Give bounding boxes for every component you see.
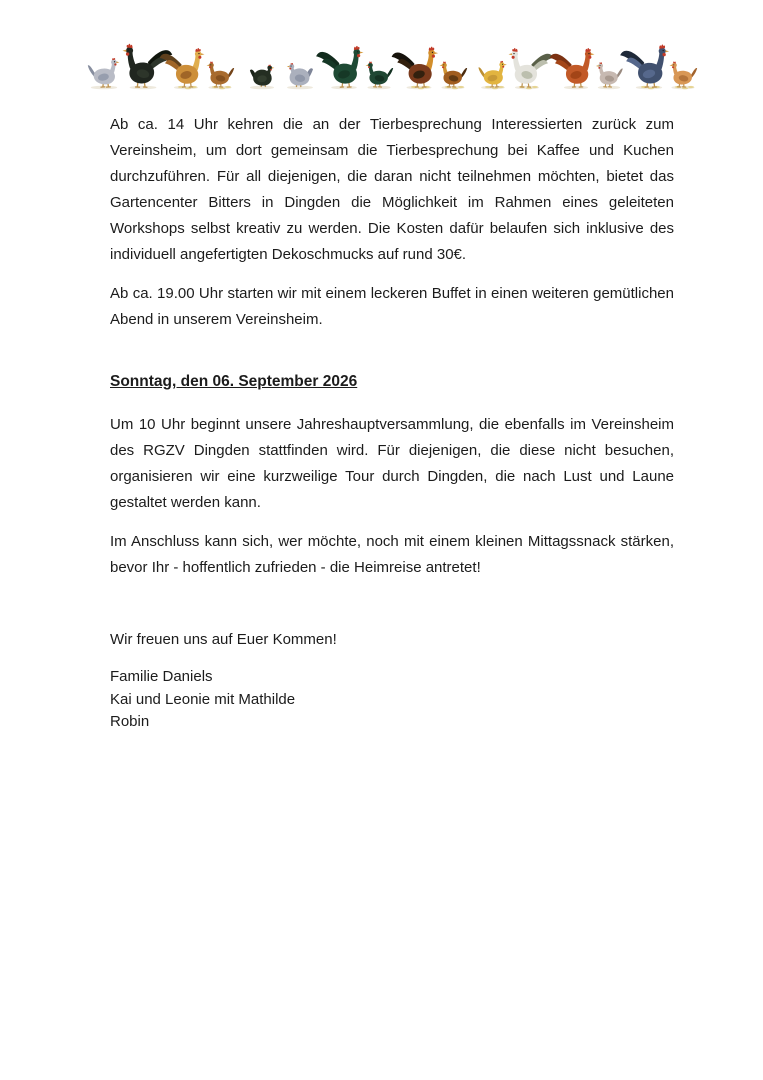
closing-line: Wir freuen uns auf Euer Kommen!	[110, 631, 337, 648]
yellow-hen	[478, 61, 506, 87]
straw-speckle	[688, 86, 694, 88]
ground-shadow	[598, 86, 620, 90]
ground-shadow	[331, 86, 357, 90]
green-rooster	[316, 46, 363, 87]
signature-line-robin: Robin	[110, 713, 150, 730]
green-hen	[366, 62, 394, 87]
document-body	[110, 112, 674, 734]
light-gray-hen	[88, 58, 120, 87]
ground-shadow	[130, 86, 157, 90]
ground-shadow	[564, 86, 588, 90]
ground-shadow	[367, 86, 390, 90]
golden-rooster	[160, 48, 205, 87]
red-rooster	[550, 48, 595, 87]
signature-line-family: Familie Daniels	[110, 668, 213, 685]
white-gray-rooster	[509, 48, 554, 87]
chicken-breeds-banner	[86, 40, 698, 92]
brown-hen	[207, 62, 235, 87]
paragraph-midday-snack: Im Anschluss kann sich, wer möchte, noch mit einem kleinen Mittagssnack stärken, bevor Ihr - hoffentlich zufrieden - die Heimreise antretet!	[110, 533, 674, 576]
blue-rooster	[620, 44, 669, 87]
lavender-bantam	[287, 63, 313, 86]
black-rooster	[123, 44, 173, 87]
straw-speckle	[225, 86, 231, 88]
ground-shadow	[287, 86, 313, 90]
signature-line-kai-leonie: Kai und Leonie mit Mathilde	[110, 690, 296, 708]
buff-hen	[670, 62, 698, 87]
ground-shadow	[250, 86, 274, 90]
paragraph-general-assembly: Um 10 Uhr beginnt unsere Jahreshauptversammlung, die ebenfalls im Vereinsheim des RGZV Dingden stattfinden wird. Für diejenigen, die diese nicht besuchen, organisieren wir eine kurzweilige Tour durch Dingden, die nach Lust und Laune gestaltet werden kann.	[110, 416, 674, 511]
black-bantam	[250, 65, 274, 87]
signature-block	[110, 666, 674, 734]
heading-sunday-date: Sonntag, den 06. September 2026	[110, 373, 358, 390]
black-gold-rooster	[392, 47, 439, 88]
gold-laced-hen	[440, 62, 468, 87]
straw-speckle	[532, 86, 538, 88]
paragraph-afternoon-program: Ab ca. 14 Uhr kehren die an der Tierbesprechung Interessierten zurück zum Vereinsheim, um dort gemeinsam die Tierbesprechung bei Kaffee und Kuchen durchzuführen. Für all diejenigen, die daran nicht teilnehmen möchten, bietet das Gartencenter Bitters in Dingden die Möglichkeit im Rahmen eines geleiteten Workshops selbst kreativ zu werden. Die Kosten dafür belaufen sich inklusive des individuell angefertigten Dekoschmucks auf rund 30€.	[110, 116, 674, 263]
straw-speckle	[458, 86, 464, 88]
beige-hen	[596, 62, 623, 87]
paragraph-evening-buffet: Ab ca. 19.00 Uhr starten wir mit einem leckeren Buffet in einen weiteren gemütlichen Abend in unserem Vereinsheim.	[110, 285, 674, 328]
